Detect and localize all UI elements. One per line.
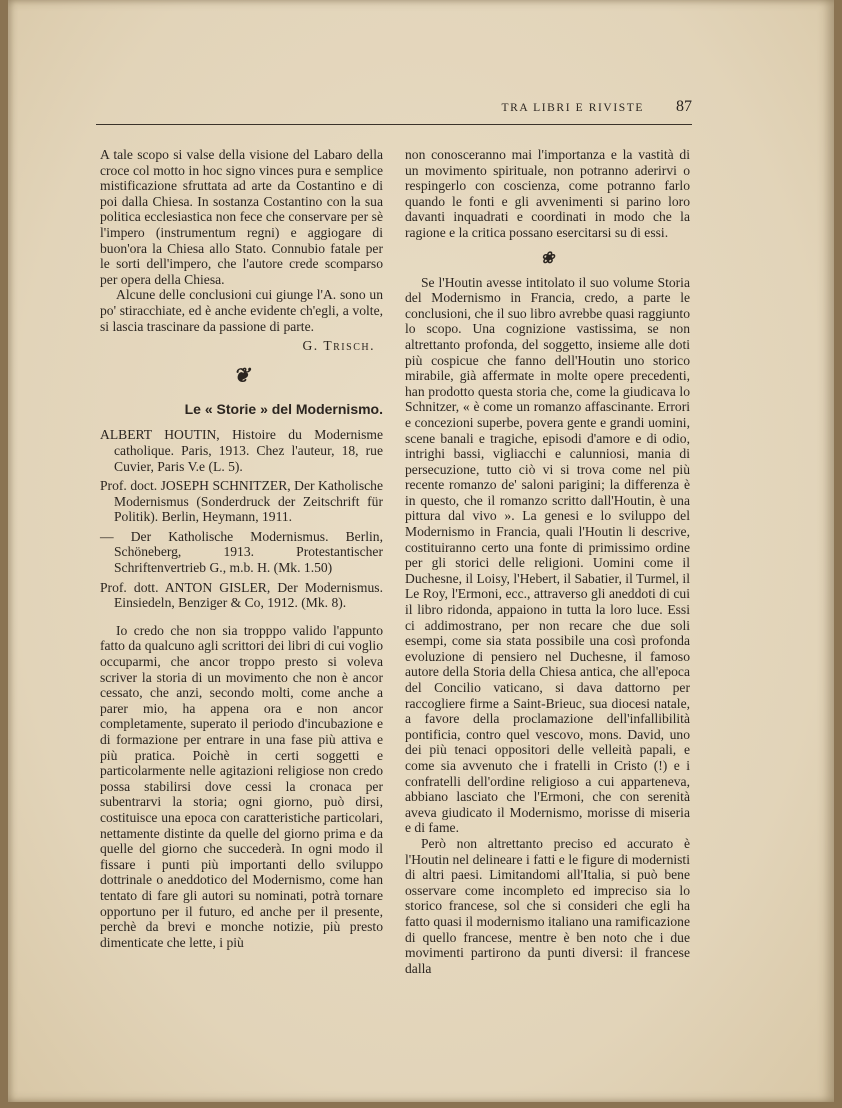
bibliography-entry: Prof. dott. ANTON GISLER, Der Modernismus. Einsiedeln, Benziger & Co, 1912. (Mk. 8).: [100, 579, 383, 611]
houtin-paragraph: Se l'Houtin avesse intitolato il suo volume Storia del Modernismo in Francia, credo, a parte le conclusioni, che il suo libro avrebbe quasi raggiunto lo scopo. Una cognizione vastissima, se non altrettanto profonda, del soggetto, insieme alle doti più cospicue che fanno dell'Houtin uno storico mirabile, già affermate in molte opere precedenti, han prodotto questa storia che, come la giudicava lo Schnitzer, « è come un romanzo affascinante. Errori e concezioni superbe, povera gente e grandi uomini, scene banali e tragiche, episodi d'amore e di odio, intrighi bassi, vigliacchi e calunniosi, mania di persecuzione, tutto ciò vi si trova come nel più recente romanzo de' saloni parigini; la differenza è in questo, che il romanzo scritto dall'Houtin, è una pittura dal vivo ». La genesi e lo sviluppo del Modernismo in Francia, quali l'Houtin li descrive, costituiranno certo una fonte di primissimo ordine per gli storici delle religioni. Uomini come il Duchesne, il Loisy, l'Hebert, il Sabatier, il Turmel, il Le Roy, l'Ermoni, ecc., attraverso gli aneddoti di cui il libro ridonda, appaiono in tutta la loro luce. Essi ci addimostrano, per non recare che due soli esempi, come sia stata possibile una così profonda evoluzione di pensiero nel Duchesne, il famoso autore della Storia della Chiesa antica, che all'epoca del Concilio vaticano, si dava dattorno per raccogliere firme a Saint-Brieuc, sua diocesi natale, a favore della proclamazione dell'infallibilità pontificia, contro quel vescovo, mons. David, uno dei più tenaci oppositori delle velleità papali, e come sia avvenuto che i fratelli in Cristo (!) e i confratelli dell'ordine religioso a cui apparteneva, abbiano lasciato che l'Ermoni, che con serenità aveva giudicato il Modernismo, morisse di miseria e di fame.: [405, 274, 690, 836]
review-conclusion-paragraph: Alcune delle conclusioni cui giunge l'A. sono un po' stiracchiate, ed è anche evidente ch'egli, a volte, si lascia trascinare da passione di parte.: [100, 287, 383, 334]
header-rule: [96, 124, 692, 125]
page-header: [96, 100, 692, 122]
book-page: [8, 0, 834, 1102]
continued-paragraph: non conosceranno mai l'importanza e la vastità di un movimento spirituale, non potranno aderirvi o respingerlo con coscienza, come potranno farlo quando le fonti e gli avvenimenti si parino loro davanti inquadrati e coordinati in modo che la ragione e la critica possano esercitarsi su di essi.: [405, 147, 690, 240]
section-title: Le « Storie » del Modernismo.: [184, 400, 383, 417]
italy-paragraph: Però non altrettanto preciso ed accurato è l'Houtin nel delineare i fatti e le figure di modernisti di altri paesi. Limitandomi all'Italia, si può bene osservare come incompleto ed impreciso sia lo storico francese, sol che si consideri che egli ha fatto quasi il modernismo italiano una ramificazione di quello francese, mentre è ben noto che i due movimenti partirono da punti diversi: il francese dalla: [405, 835, 690, 976]
page-number: 87: [676, 98, 692, 115]
review-signature: G. Trisch.: [302, 338, 375, 354]
fleuron-icon: ❦: [233, 364, 250, 387]
fleuron-icon: ❀: [540, 249, 555, 267]
bibliography-entry: Prof. doct. JOSEPH SCHNITZER, Der Katholische Modernismus (Sonderdruck der Zeitschrift für Politik). Berlin, Heymann, 1911.: [100, 478, 383, 525]
right-column: [405, 147, 690, 976]
review-end-paragraph: A tale scopo si valse della visione del Labaro della croce col motto in hoc signo vinces pura e semplice mistificazione sfruttata ad arte da Costantino e di poi dalla Chiesa. In sostanza Costantino con la sua politica ecclesiastica non fece che conservare per sè l'impero (instrumentum regni) e aggiogare di buon'ora la Chiesa allo Stato. Connubio fatale per le sorti dell'impero, che l'autore crede scomparso per opera della Chiesa.: [100, 147, 383, 287]
bibliography-entry: ALBERT HOUTIN, Histoire du Modernisme catholique. Paris, 1913. Chez l'auteur, 18, rue Cuvier, Paris V.e (L. 5).: [100, 427, 383, 474]
running-title: TRA LIBRI E RIVISTE: [501, 102, 644, 114]
bibliography-entry: — Der Katholische Modernismus. Berlin, Schöneberg, 1913. Protestantischer Schriftenvertrieb G., m.b. H. (Mk. 1.50): [100, 528, 383, 576]
article-opening-paragraph: Io credo che non sia tropppo valido l'appunto fatto da qualcuno agli scrittori dei libri di cui voglio occuparmi, che ancor troppo presto si voleva scriver la storia di un movimento che non è ancor cessato, che anzi, secondo molti, come anche a parer mio, ha appena ora e non ancor completamente, superato il periodo d'incubazione e di formazione per entrare in una fase più attiva e più pratica. Poichè in certi soggetti e particolarmente nelle agitazioni religiose non credo possa stabilirsi dove cessi la cronaca per subentrarvi la storia; ogni giorno, può dirsi, costituisce una epoca con caratteristiche particolari, nettamente distinte da quelle del giorno prima e da quelle del giorno che succederà. In ogni modo il fissare i punti più importanti dello sviluppo dottrinale o aneddotico del Modernismo, come han tentato di fare gli autori su nominati, potrà tornare opportuno per il futuro, ed anche per il presente, perchè da brevi e monche notizie, più presto dimenticate che lette, i più: [100, 622, 383, 950]
left-column: [100, 147, 383, 950]
